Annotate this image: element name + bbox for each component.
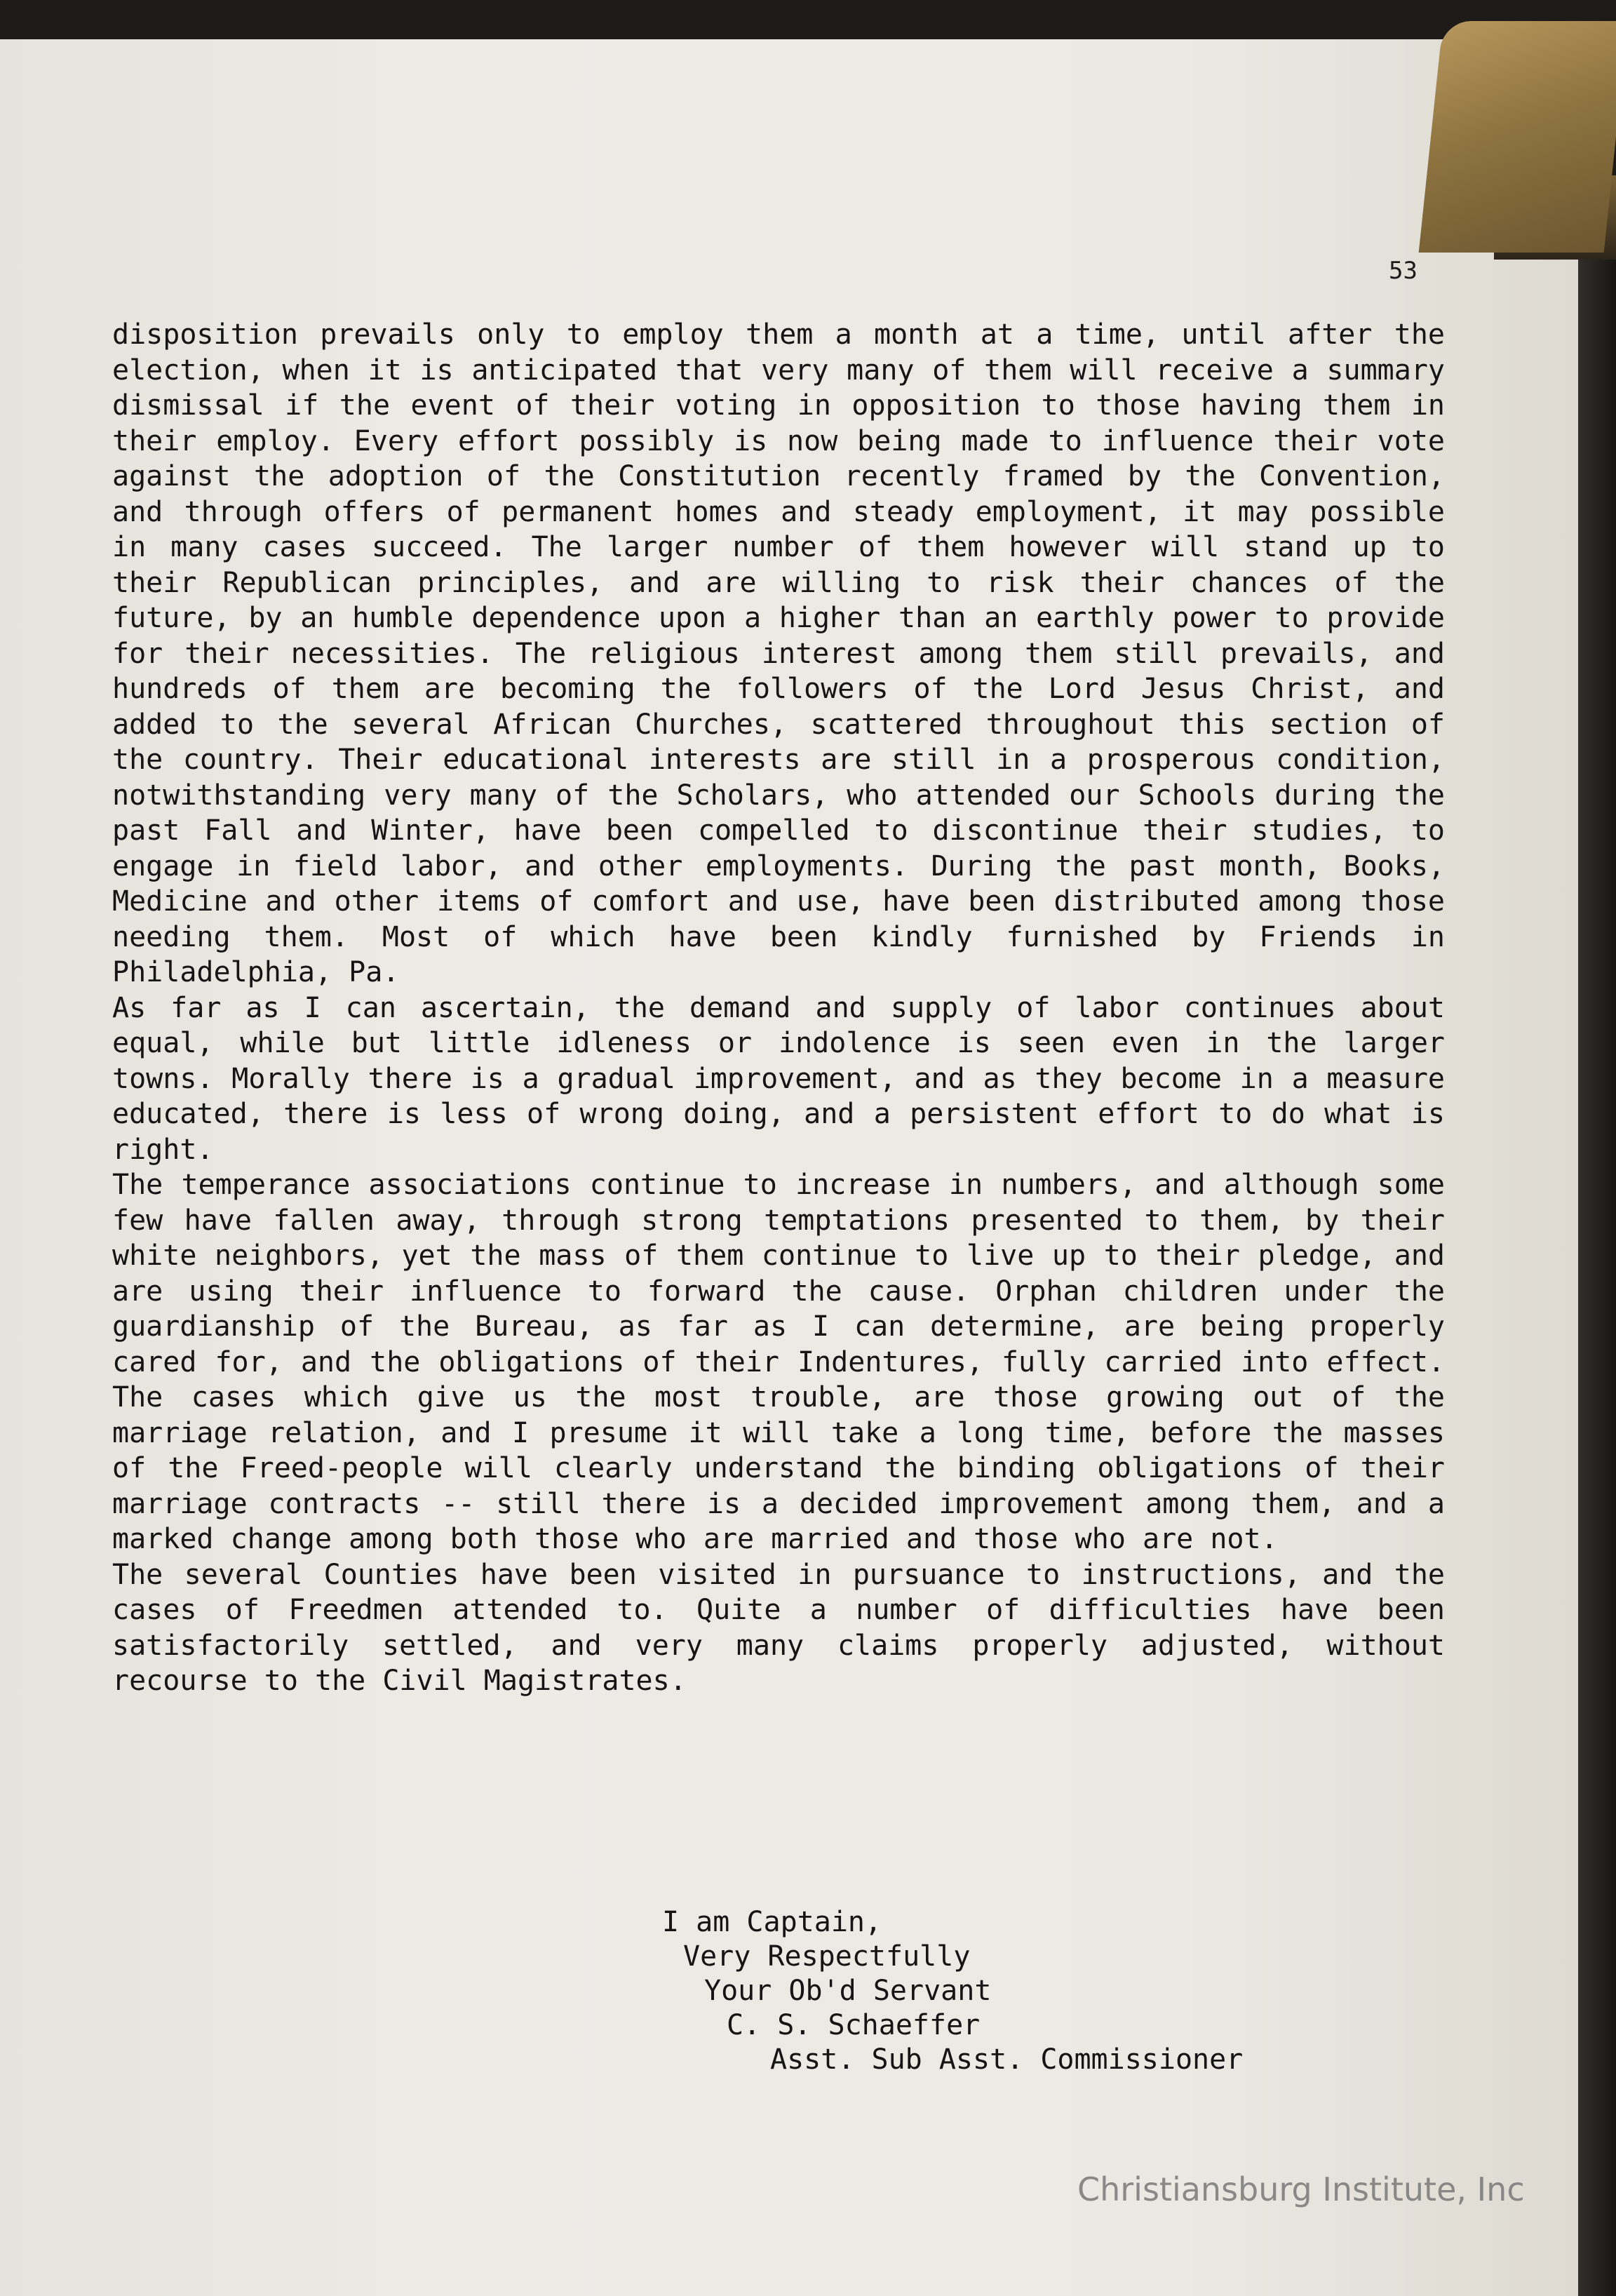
binder-tab [1419,21,1616,253]
closing-servant: Your Ob'd Servant [704,1975,992,2007]
signatory-name: C. S. Schaeffer [727,2009,981,2041]
paragraph-3: The temperance associations continue to increase in numbers, and although some few have fallen away, through strong temptations presented to them, by their white neighbors, yet the mass of them continue to live up to their pledge, and are using their influence to forward the cause. Orphan children under the guardianship of the Bureau, as far as I can determine, are being properly cared for, and the obligations of their Indentures, fully carried into effect. The cases which give us the most trouble, are those growing out of the marriage relation, and I presume it will take a long time, before the masses of the Freed-people will clearly understand the binding obligations of their marriage contracts -- still there is a decided improvement among them, and a marked change among both those who are married and those who are not. [112,1169,1445,1555]
paragraph-1: disposition prevails only to employ them a month at a time, until after the election, when it is anticipated that very many of them will receive a summary dismissal if the event of their voting in opposition to those having them in their employ. Every effort possibly is now being made to influence their vote against the adoption of the Constitution recently framed by the Convention, and through offers of permanent homes and steady employment, it may possible in many cases succeed. The larger number of them however will stand up to their Republican principles, and are willing to risk their chances of the future, by an humble dependence upon a higher than an earthly power to provide for their necessities. The religious interest among them still prevails, and hundreds of them are becoming the followers of the Lord Jesus Christ, and added to the several African Churches, scattered throughout this section of the country. Their educational interests are still in a prosperous condition, notwithstanding very many of the Scholars, who attended our Schools during the past Fall and Winter, have been compelled to discontinue their studies, to engage in field labor, and other employments. During the past month, Books, Medicine and other items of comfort and use, have been distributed among those needing them. Most of which have been kindly furnished by Friends in Philadelphia, Pa. [112,318,1445,988]
letter-closing [0,1905,1244,2077]
page-number: 53 [1389,257,1418,285]
letter-body [112,317,1445,1699]
closing-salutation: I am Captain, [662,1906,882,1938]
paragraph-2: As far as I can ascertain, the demand and supply of labor continues about equal, while but little idleness or indolence is seen even in the larger towns. Morally there is a gradual improvement, and as they become in a measure educated, there is less of wrong doing, and a persistent effort to do what is right. [112,991,1445,1166]
paragraph-4: The several Counties have been visited in pursuance to instructions, and the cases of Freedmen attended to. Quite a number of difficulties have been satisfactorily settled, and very many claims properly adjusted, without recourse to the Civil Magistrates. [112,1558,1445,1697]
closing-valediction: Very Respectfully [683,1940,971,1973]
signatory-title: Asst. Sub Asst. Commissioner [770,2043,1244,2076]
watermark: Christiansburg Institute, Inc [1077,2170,1525,2208]
